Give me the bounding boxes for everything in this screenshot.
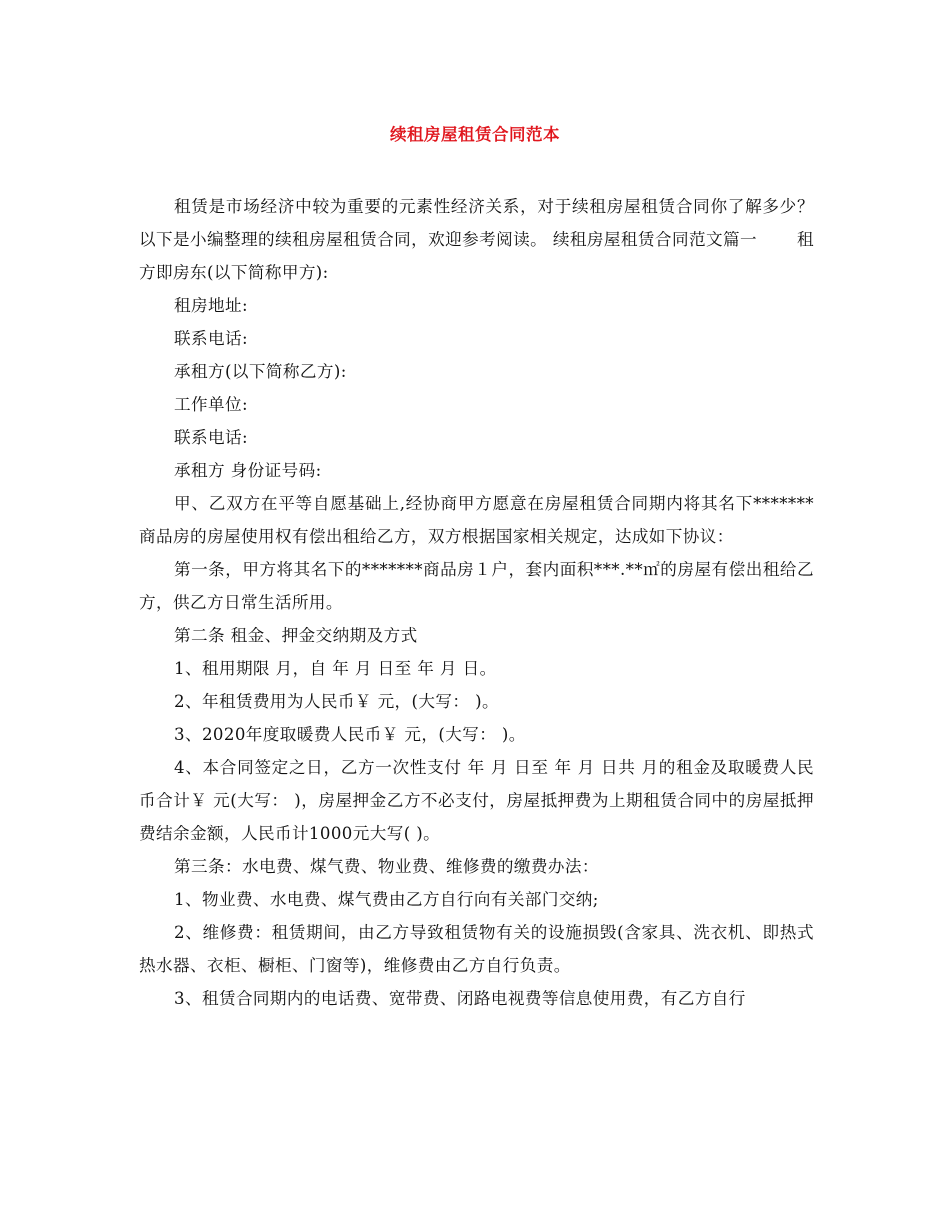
intro-paragraph	[139, 190, 814, 289]
article-3-heading: 第三条：水电费、煤气费、物业费、维修费的缴费办法：	[174, 857, 599, 876]
document-title: 续租房屋租赁合同范本	[390, 125, 560, 144]
field-lessee: 承租方(以下简称乙方):	[174, 362, 347, 381]
article-3-item-2: 2、维修费：租赁期间，由乙方导致租赁物有关的设施损毁(含家具、洗衣机、即热式热水器、衣柜、橱柜、门窗等)，维修费由乙方自行负责。	[139, 923, 814, 975]
intro-lessor-text: 租方即房东(以下简称甲方):	[139, 230, 814, 282]
article-2-heading: 第二条 租金、押金交纳期及方式	[174, 626, 418, 645]
field-rental-address: 租房地址:	[174, 296, 248, 315]
article-1: 第一条，甲方将其名下的*******商品房１户，套内面积***.**㎡的房屋有偿出租给乙方，供乙方日常生活所用。	[139, 560, 814, 612]
article-2-item-4: 4、本合同签定之日，乙方一次性支付 年 月 日至 年 月 日共 月的租金及取暖费人民币合计￥ 元(大写： )，房屋押金乙方不必支付，房屋抵押费为上期租赁合同中的房屋抵押费结余金额，人民币计1000元大写( )。	[139, 758, 814, 843]
intro-text: 租赁是市场经济中较为重要的元素性经济关系，对于续租房屋租赁合同你了解多少？以下是小编整理的续租房屋租赁合同，欢迎参考阅读。 续租房屋租赁合同范文篇一	[139, 197, 814, 249]
document-body	[139, 190, 814, 1015]
article-2-item-3: 3、2020年度取暖费人民币￥ 元，(大写： )。	[174, 725, 526, 744]
article-3-item-1: 1、物业费、水电费、煤气费由乙方自行向有关部门交纳;	[174, 890, 599, 909]
agreement-paragraph: 甲、乙双方在平等自愿基础上,经协商甲方愿意在房屋租赁合同期内将其名下*******商品房的房屋使用权有偿出租给乙方，双方根据国家相关规定，达成如下协议：	[139, 494, 814, 546]
article-2-item-2: 2、年租赁费用为人民币￥ 元，(大写： )。	[174, 692, 499, 711]
article-3-item-3: 3、租赁合同期内的电话费、宽带费、闭路电视费等信息使用费，有乙方自行	[174, 989, 746, 1008]
field-lessor-phone: 联系电话:	[174, 329, 248, 348]
field-lessee-phone: 联系电话:	[174, 428, 248, 447]
field-lessee-id: 承租方 身份证号码:	[174, 461, 322, 480]
article-2-item-1: 1、租用期限 月，自 年 月 日至 年 月 日。	[174, 659, 497, 678]
field-workplace: 工作单位:	[174, 395, 248, 414]
